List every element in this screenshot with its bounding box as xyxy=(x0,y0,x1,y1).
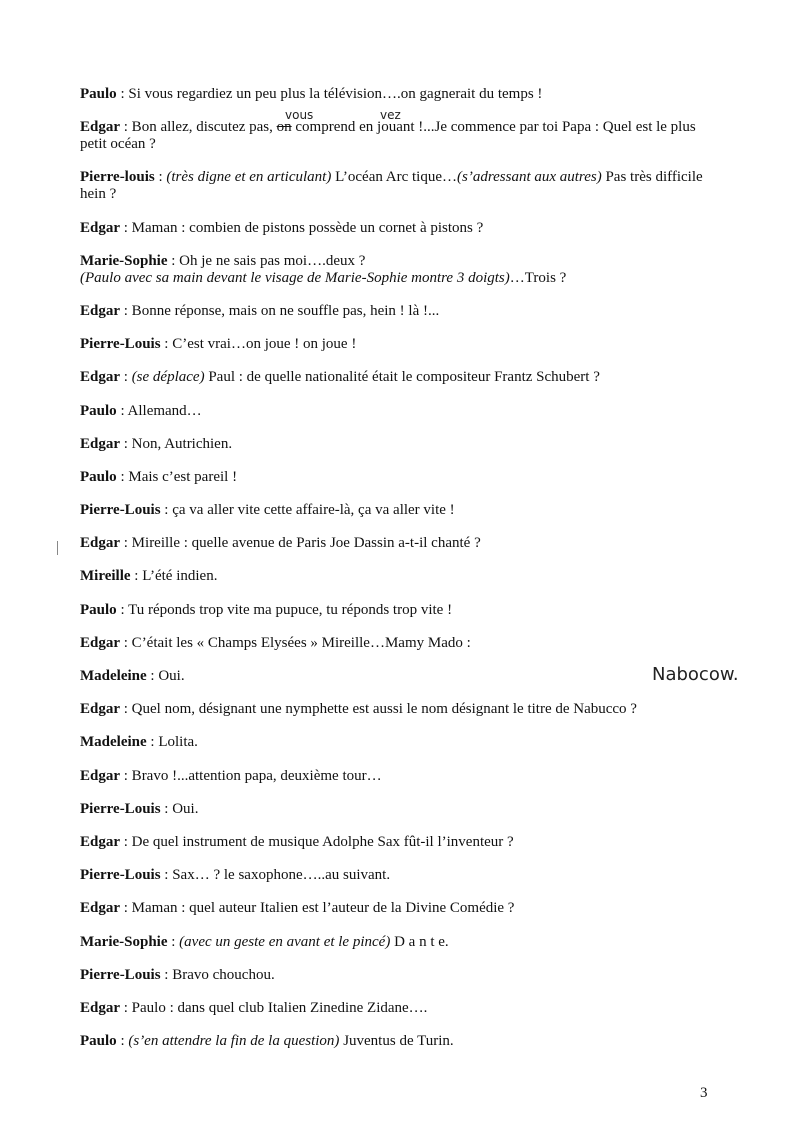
line-text: …Trois ? xyxy=(509,269,567,286)
line-text: : Allemand… xyxy=(116,402,202,419)
line-text: : Bon allez, discutez pas, xyxy=(120,119,277,136)
line-text: : C’était les « Champs Elysées » Mireille…Mamy Mado : xyxy=(120,634,471,651)
line-text: : Non, Autrichien. xyxy=(120,435,233,452)
line-text: : Lolita. xyxy=(146,734,198,751)
dialogue-line xyxy=(80,701,720,718)
speaker-name: Edgar xyxy=(80,219,121,236)
speaker-name: Paulo xyxy=(80,468,117,485)
dialogue-line xyxy=(80,502,720,519)
dialogue-line xyxy=(80,900,720,917)
dialogue-line xyxy=(80,303,720,320)
dialogue-line xyxy=(80,108,720,153)
stage-direction: (s’en attendre la fin de la question) xyxy=(128,1033,340,1050)
line-text: : Sax… ? le saxophone…..au suivant. xyxy=(160,867,391,884)
line-text: : Mais c’est pareil ! xyxy=(116,468,238,485)
speaker-name: Pierre-Louis xyxy=(80,867,161,884)
dialogue-line xyxy=(80,86,720,103)
dialogue-line xyxy=(80,369,720,386)
dialogue-line xyxy=(80,220,720,237)
speaker-name: Madeleine xyxy=(80,668,147,684)
speaker-name: Paulo xyxy=(80,86,117,102)
dialogue-line xyxy=(80,602,720,619)
line-text: L’océan Arc tique… xyxy=(331,169,457,186)
line-text: Pas très difficile hein ? xyxy=(80,169,703,203)
line-text: : C’est vrai…on joue ! on joue ! xyxy=(160,336,357,353)
dialogue-line xyxy=(80,664,739,685)
dialogue-line xyxy=(80,336,720,353)
line-text: : L’été indien. xyxy=(130,568,218,585)
speaker-name: Edgar xyxy=(80,302,121,319)
dialogue-line xyxy=(80,967,720,984)
speaker-name: Edgar xyxy=(80,999,121,1016)
line-text: : xyxy=(120,369,132,386)
speaker-name: Edgar xyxy=(80,369,121,386)
line-text: : Oui. xyxy=(160,800,199,817)
dialogue-line xyxy=(80,436,720,453)
handwritten-correction: vous xyxy=(285,108,314,123)
speaker-name: Pierre-Louis xyxy=(80,800,161,817)
line-text: : Oui. xyxy=(146,668,185,684)
speaker-name: Marie-Sophie xyxy=(80,252,168,269)
struck-word: on xyxy=(276,119,292,136)
line-text: : Bonne réponse, mais on ne souffle pas, hein ! là !... xyxy=(120,302,440,319)
line-text: : Tu réponds trop vite ma pupuce, tu réponds trop vite ! xyxy=(116,601,453,618)
speaker-name: Paulo xyxy=(80,1033,117,1050)
speaker-name: Paulo xyxy=(80,402,117,419)
line-text: Juventus de Turin. xyxy=(339,1033,454,1050)
line-text: : Mireille : quelle avenue de Paris Joe Dassin a-t-il chanté ? xyxy=(120,535,481,552)
stage-direction: (Paulo avec sa main devant le visage de Marie-Sophie montre 3 doigts) xyxy=(80,269,510,286)
stage-direction: (avec un geste en avant et le pincé) xyxy=(179,933,391,950)
line-text: : xyxy=(154,169,167,186)
line-text: : Paulo : dans quel club Italien Zinedine Zidane…. xyxy=(120,999,428,1016)
speaker-name: Edgar xyxy=(80,535,121,552)
speaker-name: Mireille xyxy=(80,568,131,585)
line-text: : Bravo !...attention papa, deuxième tour… xyxy=(120,767,382,784)
speaker-name: Edgar xyxy=(80,767,121,784)
speaker-name: Marie-Sophie xyxy=(80,933,168,950)
dialogue-line xyxy=(80,867,720,884)
speaker-name: Edgar xyxy=(80,833,121,850)
line-text: : Bravo chouchou. xyxy=(160,966,275,983)
dialogue-line xyxy=(80,403,720,420)
speaker-name: Madeleine xyxy=(80,734,147,751)
dialogue-line xyxy=(80,568,720,585)
dialogue-line xyxy=(80,253,720,287)
dialogue-line xyxy=(80,734,720,751)
handwritten-note: Nabocow. xyxy=(652,664,739,685)
dialogue-line xyxy=(80,768,720,785)
dialogue-line xyxy=(80,535,720,552)
line-text: comprend en jouant !...Je commence par toi Papa : Quel est le plus petit océan ? xyxy=(80,119,696,153)
dialogue-line xyxy=(80,934,720,951)
dialogue-line xyxy=(80,469,720,486)
handwritten-correction: vez xyxy=(380,108,401,123)
speaker-name: Edgar xyxy=(80,119,121,136)
dialogue-line xyxy=(80,1000,720,1017)
speaker-name: Edgar xyxy=(80,900,121,917)
line-text: D a n t e. xyxy=(390,933,449,950)
dialogue-line xyxy=(80,169,720,203)
line-text: : Quel nom, désignant une nymphette est aussi le nom désignant le titre de Nabucco ? xyxy=(120,701,637,718)
speaker-name: Edgar xyxy=(80,634,121,651)
speaker-name: Paulo xyxy=(80,601,117,618)
line-text: : Si vous regardiez un peu plus la télévision….on gagnerait du temps ! xyxy=(116,86,543,102)
speaker-name: Pierre-louis xyxy=(80,169,155,186)
speaker-name: Pierre-Louis xyxy=(80,336,161,353)
line-text: : De quel instrument de musique Adolphe Sax fût-il l’inventeur ? xyxy=(120,833,514,850)
line-text: Paul : de quelle nationalité était le compositeur Frantz Schubert ? xyxy=(204,369,600,386)
speaker-name: Pierre-Louis xyxy=(80,502,161,519)
page-number: 3 xyxy=(700,1085,708,1101)
line-text: : xyxy=(116,1033,129,1050)
dialogue xyxy=(80,86,739,1066)
stage-direction: (très digne et en articulant) xyxy=(166,169,332,186)
line-text: : xyxy=(167,933,180,950)
dialogue-line xyxy=(80,801,720,818)
line-text: : Oh je ne sais pas moi….deux ? xyxy=(167,252,366,269)
stage-direction: (se déplace) xyxy=(131,369,205,386)
speaker-name: Pierre-Louis xyxy=(80,966,161,983)
speaker-name: Edgar xyxy=(80,435,121,452)
margin-mark xyxy=(57,541,58,555)
dialogue-line xyxy=(80,1033,720,1050)
stage-direction: (s’adressant aux autres) xyxy=(457,169,602,186)
dialogue-line xyxy=(80,635,720,652)
line-text: : Maman : combien de pistons possède un cornet à pistons ? xyxy=(120,219,484,236)
line-text: : ça va aller vite cette affaire-là, ça va aller vite ! xyxy=(160,502,455,519)
dialogue-line xyxy=(80,834,720,851)
speaker-name: Edgar xyxy=(80,701,121,718)
line-text: : Maman : quel auteur Italien est l’auteur de la Divine Comédie ? xyxy=(120,900,515,917)
